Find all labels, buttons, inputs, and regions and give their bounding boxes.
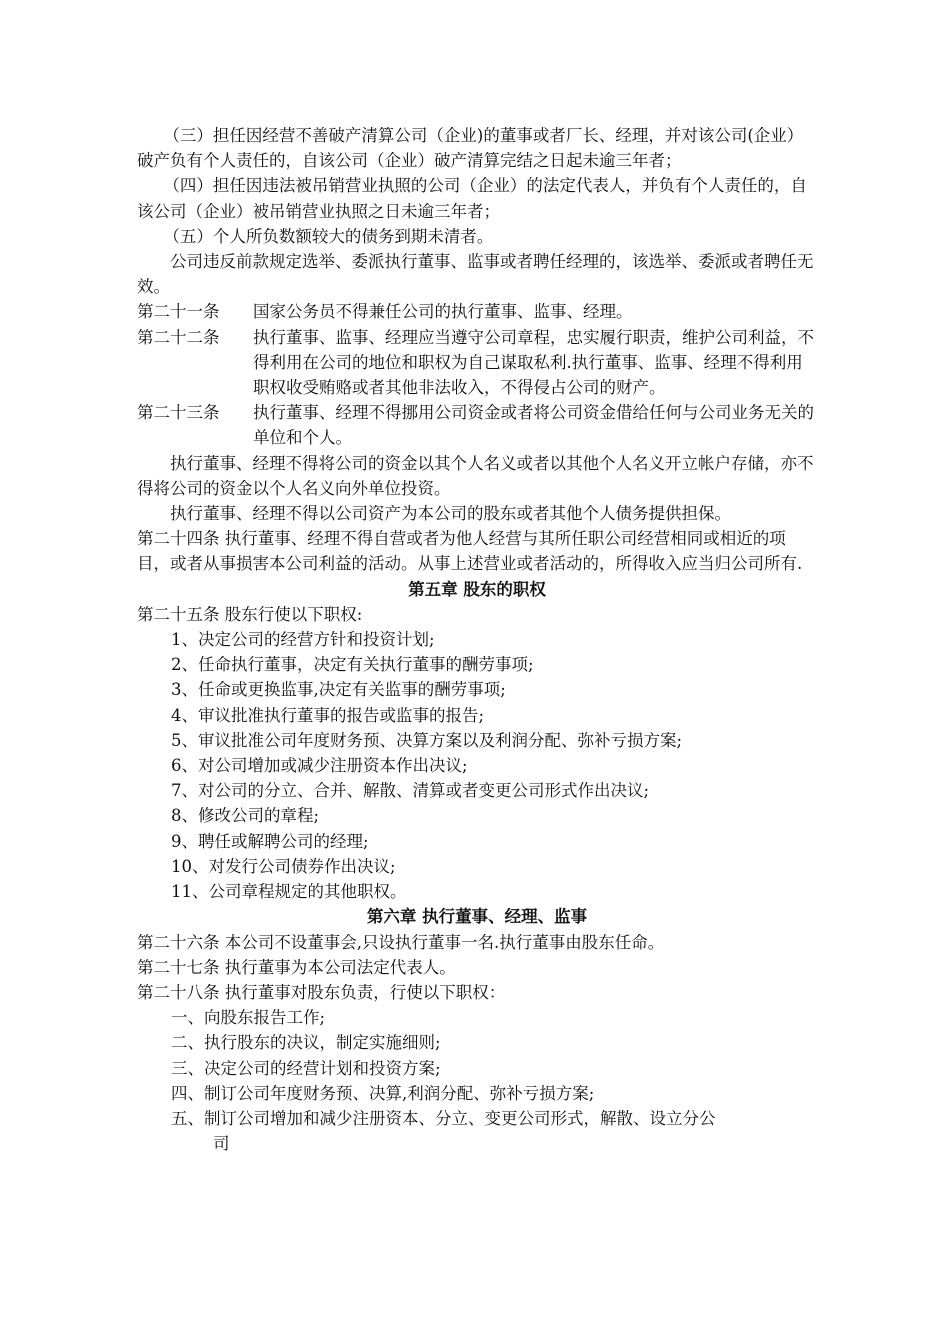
list-item: 4、审议批准执行董事的报告或监事的报告; [171,705,485,725]
article-28: 第二十八条 执行董事对股东负责，行使以下职权： [137,982,506,1002]
article-23-paragraph-2: 执行董事、经理不得以公司资产为本公司的股东或者其他个人债务提供担保。 [170,504,731,524]
chapter-5-title: 第五章 股东的职权 [408,579,546,599]
list-item-continuation: 司 [213,1134,230,1154]
article-23-paragraph-1: 执行董事、经理不得将公司的资金以其个人名义或者以其他个人名义开立帐户存储，亦不得将公司的资金以个人名义向外单位投资。 [137,453,814,498]
paragraph-item-4: （四）担任因违法被吊销营业执照的公司（企业）的法定代表人，并负有个人责任的，自该公司（企业）被吊销营业执照之日未逾三年者； [137,176,807,221]
article-number: 第二十二条 [137,327,220,347]
article-23 [137,400,817,450]
list-item: 一、向股东报告工作; [171,1008,326,1028]
list-item: 2、任命执行董事，决定有关执行董事的酬劳事项; [171,655,534,675]
article-number: 第二十一条 [137,302,220,322]
list-item-line: 五、制订公司增加和减少注册资本、分立、变更公司形式，解散、设立分公 [171,1108,716,1128]
list-item: 10、对发行公司债券作出决议; [171,856,396,876]
list-item: 三、决定公司的经营计划和投资方案; [171,1058,441,1078]
article-text: 执行董事、经理不得挪用公司资金或者将公司资金借给任何与公司业务无关的单位和个人。 [253,403,814,448]
chapter-6-title: 第六章 执行董事、经理、监事 [366,907,588,927]
list-item: 11、公司章程规定的其他职权。 [171,882,407,902]
list-item: 3、任命或更换监事,决定有关监事的酬劳事项; [171,680,506,700]
list-item: 二、执行股东的决议，制定实施细则; [171,1033,441,1053]
article-21 [137,299,817,324]
list-item: 1、决定公司的经营方针和投资计划; [171,630,435,650]
list-item [137,1106,817,1156]
list-item: 6、对公司增加或减少注册资本作出决议; [171,756,468,776]
article-27: 第二十七条 执行董事为本公司法定代表人。 [137,957,456,977]
document-page [137,123,817,1156]
list-item: 9、聘任或解聘公司的经理; [171,831,369,851]
article-22 [137,325,817,401]
article-text: 国家公务员不得兼任公司的执行董事、监事、经理。 [253,302,633,322]
article-number: 第二十三条 [137,403,220,423]
article-25: 第二十五条 股东行使以下职权: [137,604,363,624]
paragraph-item-3: （三）担任因经营不善破产清算公司（企业)的董事或者厂长、经理，并对该公司(企业）破产负有个人责任的，自该公司（企业）破产清算完结之日起未逾三年者； [137,126,804,171]
paragraph-item-5: （五）个人所负数额较大的债务到期未清者。 [163,226,494,246]
list-item: 7、对公司的分立、合并、解散、清算或者变更公司形式作出决议; [171,781,650,801]
list-item: 四、制订公司年度财务预、决算,利润分配、弥补亏损方案; [171,1083,595,1103]
list-item: 8、修改公司的章程; [171,806,320,826]
article-26: 第二十六条 本公司不设董事会,只设执行董事一名.执行董事由股东任命。 [137,932,665,952]
paragraph-invalid-election: 公司违反前款规定选举、委派执行董事、监事或者聘任经理的，该选举、委派或者聘任无效。 [137,252,814,297]
article-text: 执行董事、监事、经理应当遵守公司章程，忠实履行职责，维护公司利益，不得利用在公司的地位和职权为自己谋取私利.执行董事、监事、经理不得利用职权收受贿赂或者其他非法收入，不得侵占公司的财产。 [253,327,814,398]
article-24: 第二十四条 执行董事、经理不得自营或者为他人经营与其所任职公司经营相同或相近的项目，或者从事损害本公司利益的活动。从事上述营业或者活动的，所得收入应当归公司所有. [137,529,803,574]
list-item: 5、审议批准公司年度财务预、决算方案以及利润分配、弥补亏损方案; [171,730,683,750]
